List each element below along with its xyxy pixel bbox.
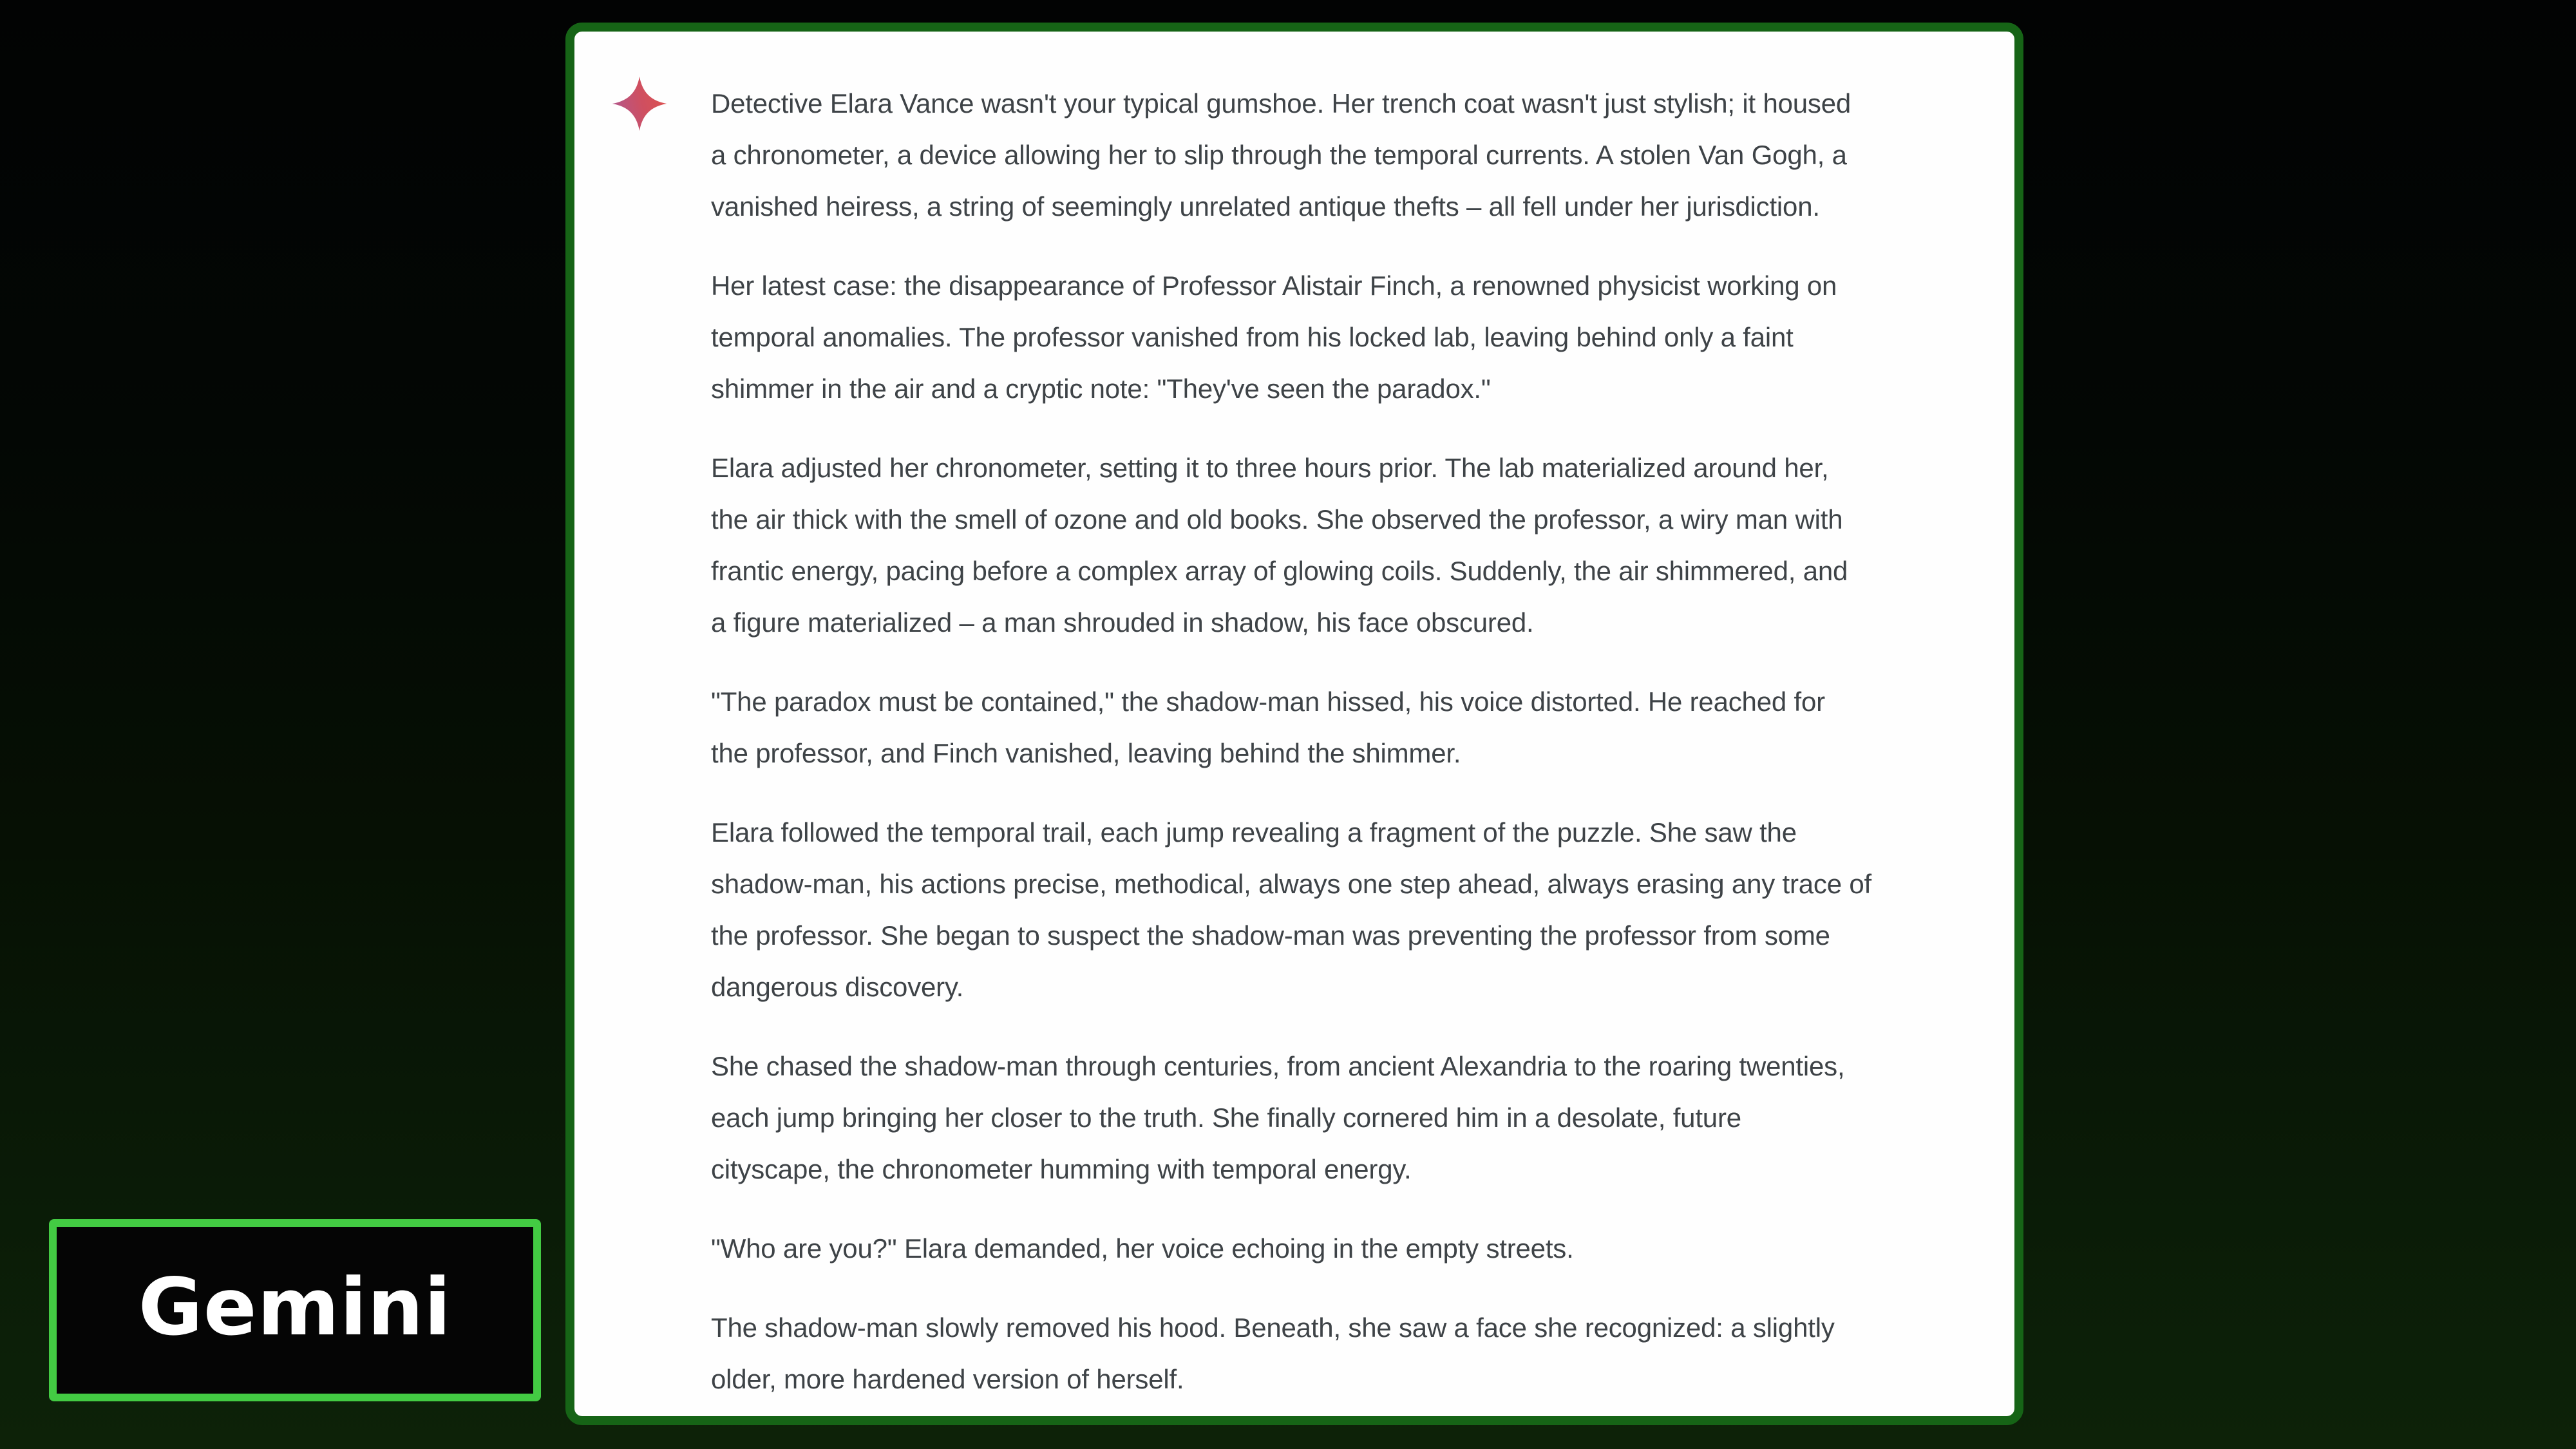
story-line: a chronometer, a device allowing her to slip through the temporal currents. A stolen Van Gogh, a <box>711 140 1847 170</box>
story-line: shimmer in the air and a cryptic note: "They've seen the paradox." <box>711 374 1491 404</box>
story-line: older, more hardened version of herself. <box>711 1364 1184 1394</box>
story-paragraph <box>711 807 2025 1013</box>
story-line: "The paradox must be contained," the shadow-man hissed, his voice distorted. He reached for <box>711 687 1825 717</box>
gemini-sparkle-icon <box>610 75 669 132</box>
gemini-watermark-label: Gemini <box>138 1261 452 1353</box>
story-text <box>711 78 2025 1433</box>
story-line: the air thick with the smell of ozone and old books. She observed the professor, a wiry man with <box>711 504 1843 535</box>
story-line: cityscape, the chronometer humming with temporal energy. <box>711 1154 1412 1184</box>
story-line: "Who are you?" Elara demanded, her voice echoing in the empty streets. <box>711 1233 1574 1264</box>
story-line: shadow-man, his actions precise, methodical, always one step ahead, always erasing any trace of <box>711 869 1871 899</box>
story-line: the professor. She began to suspect the shadow-man was preventing the professor from some <box>711 920 1830 951</box>
story-line: each jump bringing her closer to the truth. She finally cornered him in a desolate, future <box>711 1103 1741 1133</box>
story-paragraph <box>711 260 2025 415</box>
story-line: vanished heiress, a string of seemingly unrelated antique thefts – all fell under her jurisdiction. <box>711 191 1820 222</box>
story-line: dangerous discovery. <box>711 972 964 1002</box>
story-line: Detective Elara Vance wasn't your typical gumshoe. Her trench coat wasn't just stylish; it housed <box>711 88 1852 118</box>
story-paragraph <box>711 78 2025 232</box>
story-paragraph <box>711 1041 2025 1195</box>
story-paragraph <box>711 1223 2025 1274</box>
story-line: temporal anomalies. The professor vanished from his locked lab, leaving behind only a faint <box>711 322 1794 352</box>
story-paragraph <box>711 442 2025 649</box>
story-paragraph <box>711 1302 2025 1405</box>
story-line: Elara followed the temporal trail, each jump revealing a fragment of the puzzle. She saw the <box>711 817 1797 848</box>
response-card <box>565 23 2023 1425</box>
story-line: The shadow-man slowly removed his hood. Beneath, she saw a face she recognized: a slightly <box>711 1312 1835 1343</box>
gemini-watermark <box>49 1219 541 1401</box>
story-line: frantic energy, pacing before a complex array of glowing coils. Suddenly, the air shimmered, and <box>711 556 1848 586</box>
story-line: the professor, and Finch vanished, leaving behind the shimmer. <box>711 738 1461 768</box>
story-line: She chased the shadow-man through centuries, from ancient Alexandria to the roaring twenties, <box>711 1051 1845 1081</box>
story-line: a figure materialized – a man shrouded in shadow, his face obscured. <box>711 607 1534 638</box>
story-paragraph <box>711 676 2025 779</box>
story-line: Elara adjusted her chronometer, setting it to three hours prior. The lab materialized around her, <box>711 453 1829 483</box>
story-line: Her latest case: the disappearance of Professor Alistair Finch, a renowned physicist working on <box>711 270 1837 301</box>
